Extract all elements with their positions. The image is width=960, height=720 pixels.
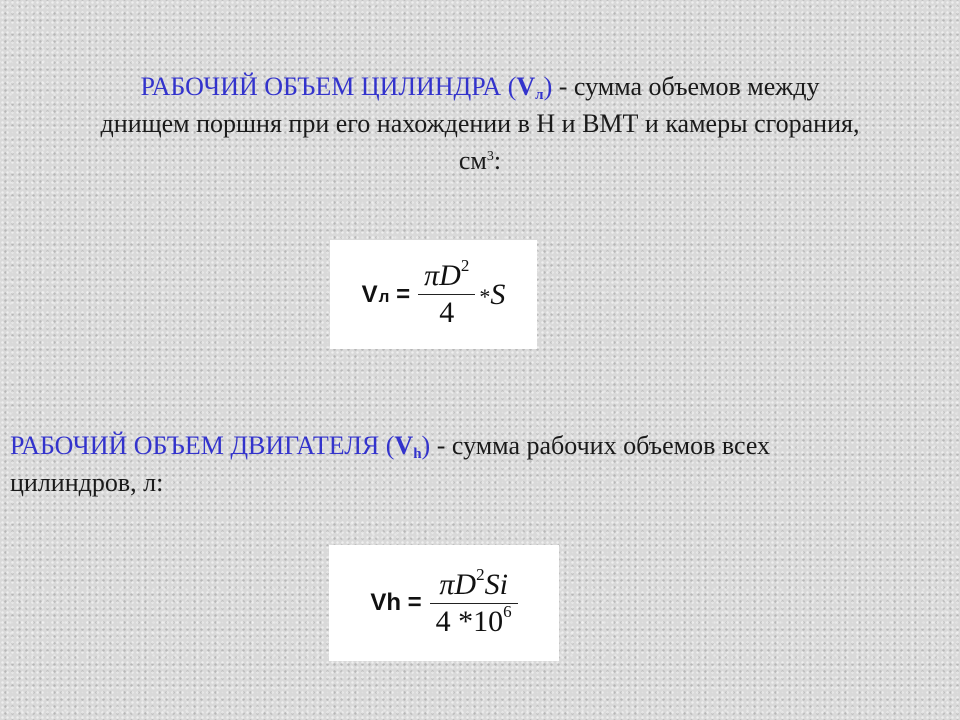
formula2-numerator-tail: Si [484, 567, 508, 601]
term-cylinder-volume-text: РАБОЧИЙ ОБЪЕМ ЦИЛИНДРА ( [140, 72, 517, 101]
definition2-line2: цилиндров, л: [10, 468, 164, 497]
formula2-numerator [433, 564, 514, 603]
formula2-fraction [430, 564, 518, 640]
symbol-vh: V [394, 431, 414, 460]
formula1-numerator-exp: 2 [460, 256, 470, 275]
formula1-times: * [479, 283, 491, 309]
formula2-numerator-exp: 2 [476, 564, 485, 584]
term-cylinder-volume [141, 72, 553, 101]
formula1-fraction [418, 258, 475, 331]
unit-exponent: 3 [486, 149, 494, 164]
formula2-denominator-exp: 6 [503, 601, 512, 621]
term-engine-volume-text: РАБОЧИЙ ОБЪЕМ ДВИГАТЕЛЯ ( [10, 431, 395, 460]
formula1-denominator: 4 [439, 296, 455, 329]
formula2-numerator-text: πD [439, 567, 477, 601]
definition-line2: днищем поршня при его нахождении в Н и ВМТ и камеры сгорания, [100, 109, 860, 138]
formula1-lhs-sub: л [378, 286, 390, 306]
formula1-lhs [362, 281, 411, 309]
formula-cylinder-volume [330, 240, 537, 349]
formula1-tail [479, 278, 505, 312]
unit-cm: см [458, 146, 487, 175]
formula1-equals: = [396, 280, 411, 308]
symbol-v: V [516, 72, 536, 101]
formula1-numerator-text: πD [424, 259, 461, 292]
term-close-paren: ) [543, 72, 553, 101]
formula2-denominator [430, 601, 518, 640]
symbol-vh-sub: h [413, 446, 422, 462]
formula2-denominator-text: 4 *10 [435, 604, 504, 638]
formula2-lhs-symbol: Vh [370, 589, 401, 616]
formula1-stroke-s: S [490, 277, 506, 311]
formula2-equals: = [407, 589, 422, 616]
definition-line1-rest: - сумма объемов между [552, 72, 820, 101]
definition2-line1-rest: - сумма рабочих объемов всех [430, 431, 771, 460]
symbol-v-sub: л [535, 87, 544, 103]
term2-close-paren: ) [421, 431, 431, 460]
formula1-numerator [418, 258, 475, 294]
definition-working-volume-cylinder [10, 68, 950, 179]
definition-working-volume-engine [10, 427, 950, 501]
formula1-lhs-symbol: V [361, 280, 378, 308]
formula-engine-volume [329, 545, 559, 661]
term-engine-volume [10, 431, 430, 460]
formula2-lhs [370, 589, 421, 617]
unit-colon: : [493, 146, 502, 175]
